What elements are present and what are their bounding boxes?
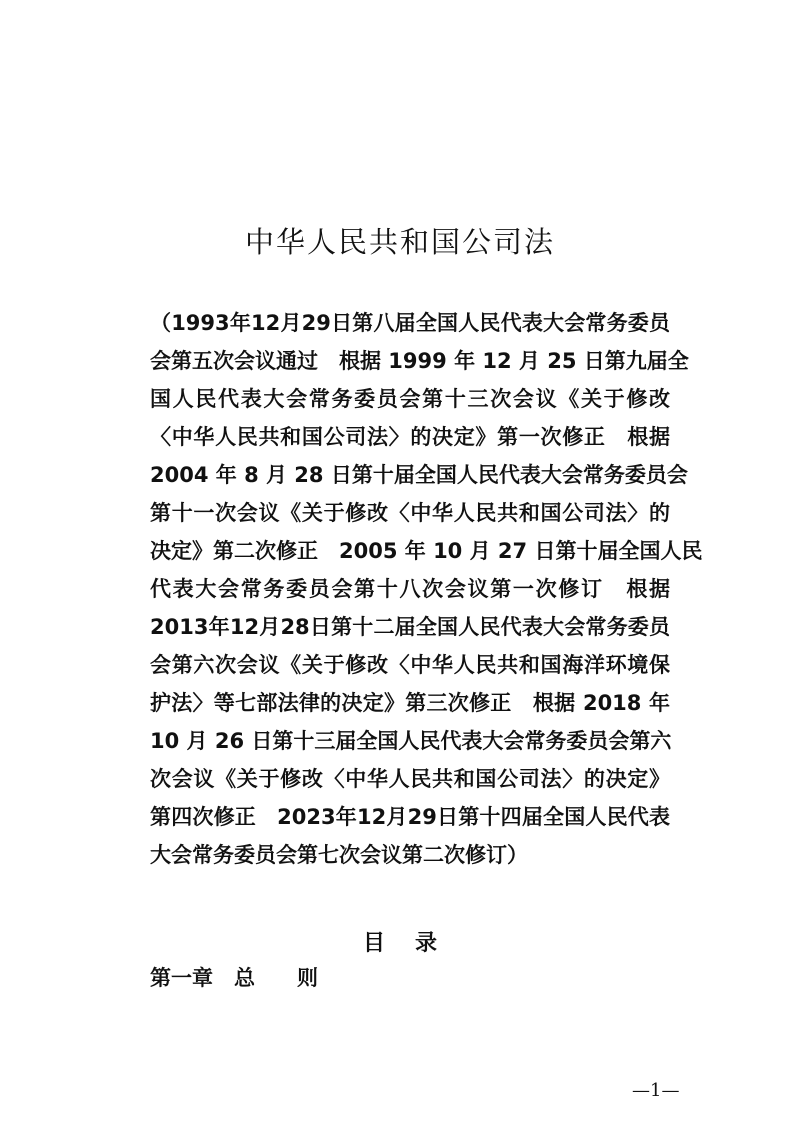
preamble-line: 代表大会常务委员会第十八次会议第一次修订 根据 bbox=[150, 577, 670, 601]
preamble-line: 国人民代表大会常务委员会第十三次会议《关于修改 bbox=[150, 387, 670, 411]
preamble-line: 第四次修正 2023年12月29日第十四届全国人民代表 bbox=[150, 805, 670, 829]
preamble-line: 护法〉等七部法律的决定》第三次修正 根据 2018 年 bbox=[150, 691, 670, 715]
preamble-line: 会第五次会议通过 根据 1999 年 12 月 25 日第九届全 bbox=[150, 349, 689, 373]
document-title: 中华人民共和国公司法 bbox=[244, 225, 555, 259]
preamble-line: 第十一次会议《关于修改〈中华人民共和国公司法〉的 bbox=[150, 501, 670, 525]
preamble-line: 会第六次会议《关于修改〈中华人民共和国海洋环境保 bbox=[150, 653, 670, 677]
preamble-line: 2013年12月28日第十二届全国人民代表大会常务委员 bbox=[150, 615, 670, 639]
preamble-line: 决定》第二次修正 2005 年 10 月 27 日第十届全国人民 bbox=[150, 539, 703, 563]
preamble-line: （1993年12月29日第八届全国人民代表大会常务委员 bbox=[150, 311, 670, 335]
preamble-line: 次会议《关于修改〈中华人民共和国公司法〉的决定》 bbox=[150, 767, 670, 791]
toc-chapter-1: 第一章 总 则 bbox=[150, 966, 318, 990]
preamble-line: 2004 年 8 月 28 日第十届全国人民代表大会常务委员会 bbox=[150, 463, 688, 487]
preamble bbox=[150, 304, 703, 874]
preamble-line: 大会常务委员会第七次会议第二次修订） bbox=[150, 843, 528, 867]
page-number: —1— bbox=[632, 1080, 680, 1101]
preamble-line: 〈中华人民共和国公司法〉的决定》第一次修正 根据 bbox=[150, 425, 670, 449]
toc-heading bbox=[0, 926, 800, 957]
toc-heading-text: 目录 bbox=[362, 931, 467, 956]
preamble-line: 10 月 26 日第十三届全国人民代表大会常务委员会第六 bbox=[150, 729, 672, 753]
